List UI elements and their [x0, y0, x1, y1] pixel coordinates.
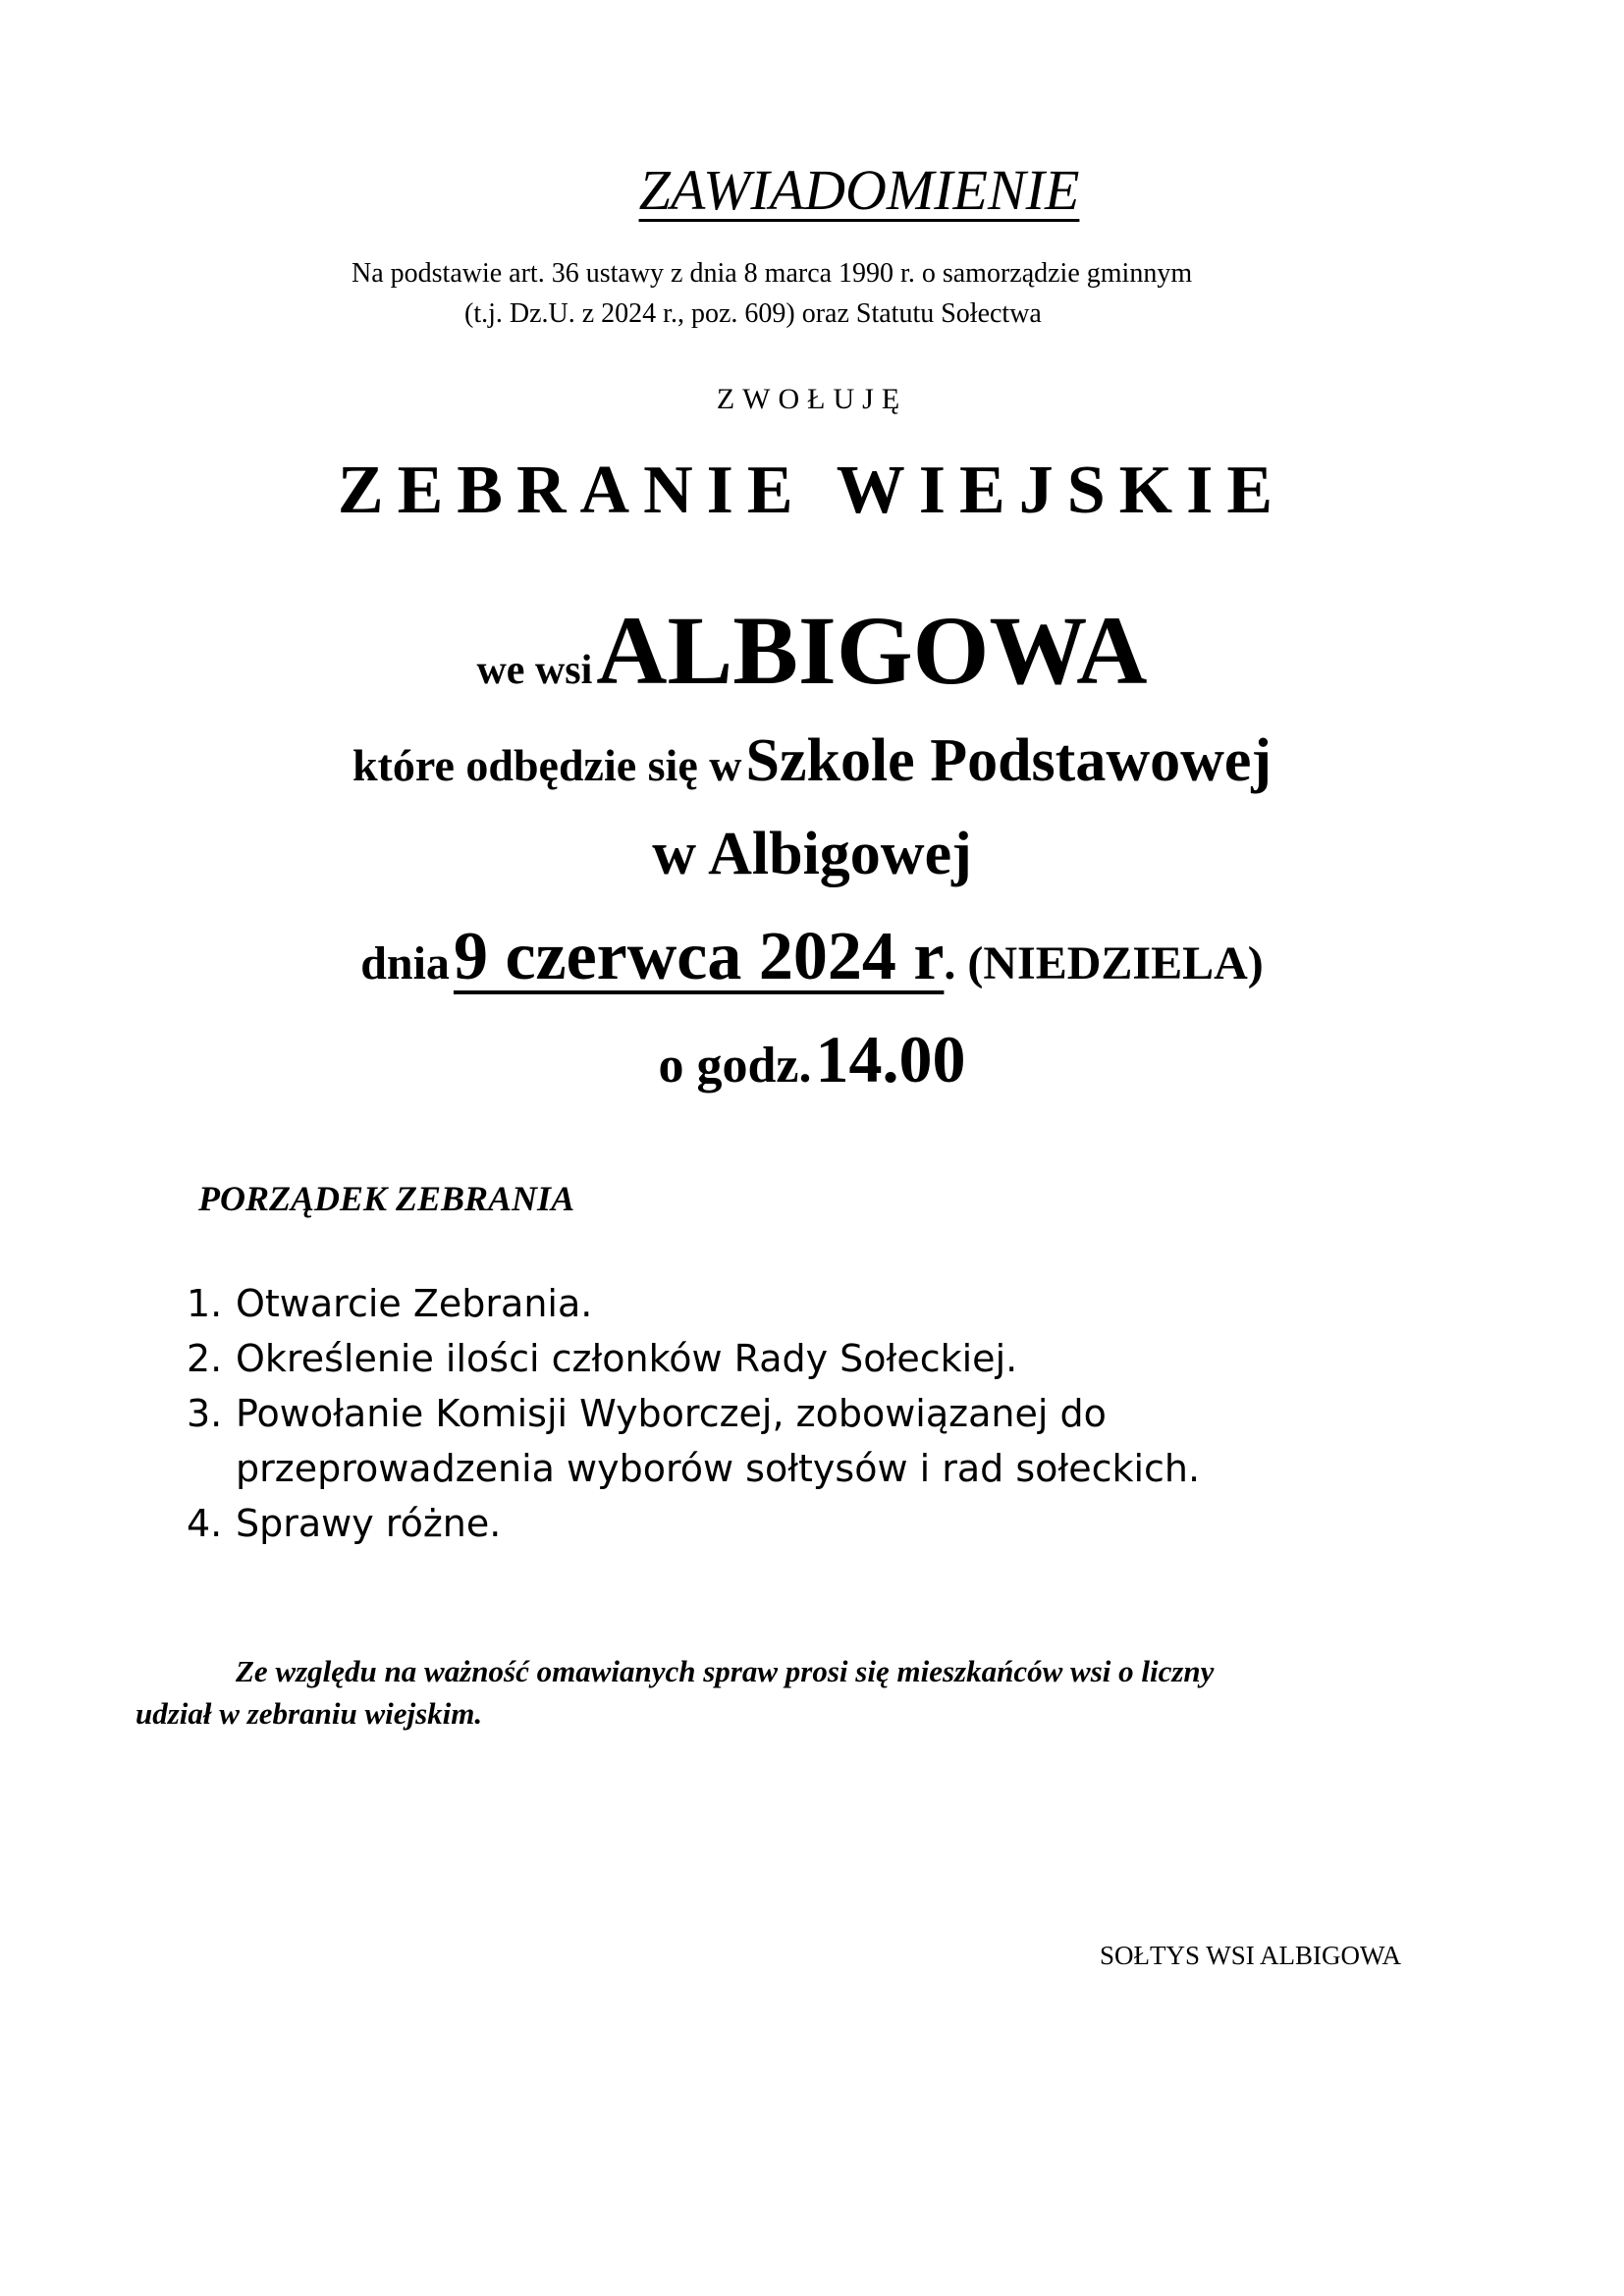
agenda-item [187, 1386, 1200, 1441]
time-prefix: o godz. [658, 1038, 812, 1094]
date-suffix: . (NIEDZIELA) [944, 937, 1264, 989]
place-line-2: w Albigowej [652, 821, 972, 887]
time-line [0, 1021, 1624, 1098]
date-line [0, 918, 1624, 996]
convene-text: ZWOŁUJĘ [716, 383, 908, 415]
footer-note-line-2: udział w zebraniu wiejskim. [135, 1696, 483, 1731]
agenda-item-number: 4. [187, 1502, 223, 1545]
agenda-item-number: 3. [187, 1392, 223, 1435]
village-name: ALBIGOWA [596, 596, 1148, 705]
date-prefix: dnia [360, 937, 450, 989]
agenda-item [187, 1496, 1200, 1551]
agenda-item-text: Określenie ilości członków Rady Sołeckiej. [236, 1337, 1018, 1380]
place-line [0, 726, 1624, 796]
agenda-item-continuation: przeprowadzenia wyborów sołtysów i rad sołeckich. [236, 1447, 1201, 1490]
agenda-item [187, 1331, 1200, 1386]
agenda-item-text: Powołanie Komisji Wyborczej, zobowiązanej do [236, 1392, 1107, 1435]
village-prefix: we wsi [476, 648, 593, 693]
footer-note-line-1: Ze względu na ważność omawianych spraw prosi się mieszkańców wsi o liczny [236, 1654, 1215, 1688]
agenda-item-number: 2. [187, 1337, 223, 1380]
agenda-title: PORZĄDEK ZEBRANIA [198, 1179, 575, 1218]
place-name: Szkole Podstawowej [745, 727, 1272, 794]
agenda-item [187, 1276, 1200, 1331]
agenda-item-text: Otwarcie Zebrania. [236, 1282, 593, 1325]
notice-title: ZAWIADOMIENIE [638, 158, 1080, 222]
agenda-item-text: Sprawy różne. [236, 1502, 502, 1545]
place-prefix: które odbędzie się w [352, 740, 742, 790]
legal-basis-line-2: (t.j. Dz.U. z 2024 r., poz. 609) oraz Statutu Sołectwa [464, 298, 1042, 329]
legal-basis-line-1: Na podstawie art. 36 ustawy z dnia 8 marca 1990 r. o samorządzie gminnym [352, 258, 1193, 289]
signature: SOŁTYS WSI ALBIGOWA [1100, 1941, 1402, 1970]
village-line [0, 594, 1624, 707]
agenda-item-number: 1. [187, 1282, 223, 1325]
time-value: 14.00 [815, 1022, 966, 1096]
date-value: 9 czerwca 2024 r [453, 919, 945, 994]
meeting-heading: ZEBRANIE WIEJSKIE [337, 453, 1287, 528]
agenda-list [187, 1276, 1200, 1551]
